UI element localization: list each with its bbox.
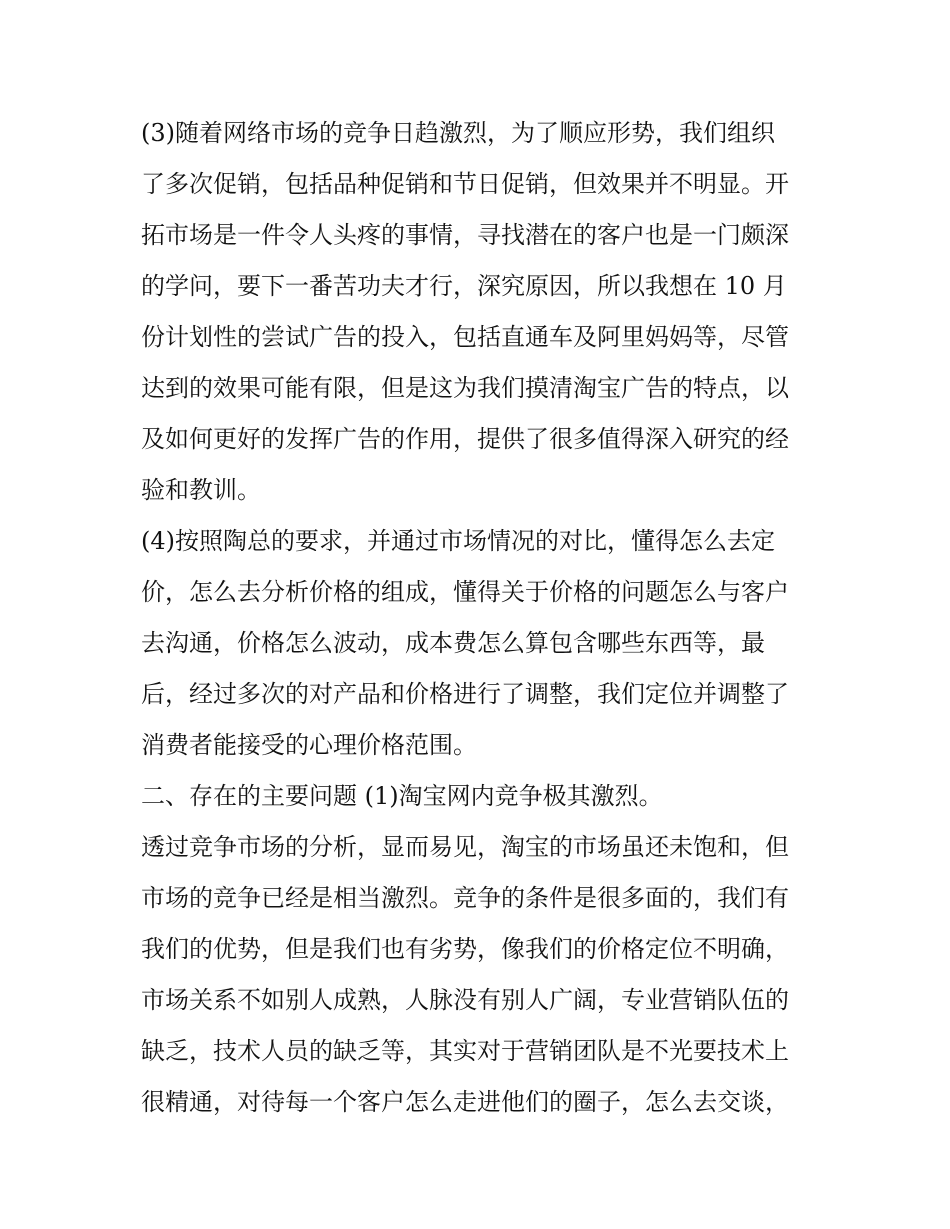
text-line: 拓市场是一件令人头疼的事情，寻找潜在的客户也是一门颇深 <box>141 221 789 249</box>
text-line: 的学问，要下一番苦功夫才行，深究原因，所以我想在 10 月 <box>141 272 787 300</box>
text-line: 验和教训。 <box>141 476 261 504</box>
body-text <box>141 108 821 1128</box>
text-line: 很精通，对待每一个客户怎么走进他们的圈子，怎么去交谈， <box>141 1088 789 1116</box>
text-line: 价，怎么去分析价格的组成，懂得关于价格的问题怎么与客户 <box>141 578 789 606</box>
text-line: 透过竞争市场的分析，显而易见，淘宝的市场虽还未饱和，但 <box>141 833 789 861</box>
text-line: 及如何更好的发挥广告的作用，提供了很多值得深入研究的经 <box>141 425 789 453</box>
text-line: 了多次促销，包括品种促销和节日促销，但效果并不明显。开 <box>141 170 789 198</box>
text-line: 缺乏，技术人员的缺乏等，其实对于营销团队是不光要技术上 <box>141 1037 789 1065</box>
section-heading: 二、存在的主要问题 (1)淘宝网内竞争极其激烈。 <box>141 782 663 810</box>
text-line: 去沟通，价格怎么波动，成本费怎么算包含哪些东西等，最 <box>141 629 765 657</box>
text-line: (4)按照陶总的要求，并通过市场情况的对比，懂得怎么去定 <box>141 527 775 555</box>
text-line: 达到的效果可能有限，但是这为我们摸清淘宝广告的特点，以 <box>141 374 789 402</box>
text-line: 市场的竞争已经是相当激烈。竞争的条件是很多面的，我们有 <box>141 884 789 912</box>
text-line: 市场关系不如别人成熟，人脉没有别人广阔，专业营销队伍的 <box>141 986 789 1014</box>
text-line: 后，经过多次的对产品和价格进行了调整，我们定位并调整了 <box>141 680 789 708</box>
text-line: 我们的优势，但是我们也有劣势，像我们的价格定位不明确， <box>141 935 789 963</box>
text-line: 份计划性的尝试广告的投入，包括直通车及阿里妈妈等，尽管 <box>141 323 789 351</box>
text-line: (3)随着网络市场的竞争日趋激烈，为了顺应形势，我们组织 <box>141 119 775 147</box>
text-line: 消费者能接受的心理价格范围。 <box>141 731 477 759</box>
